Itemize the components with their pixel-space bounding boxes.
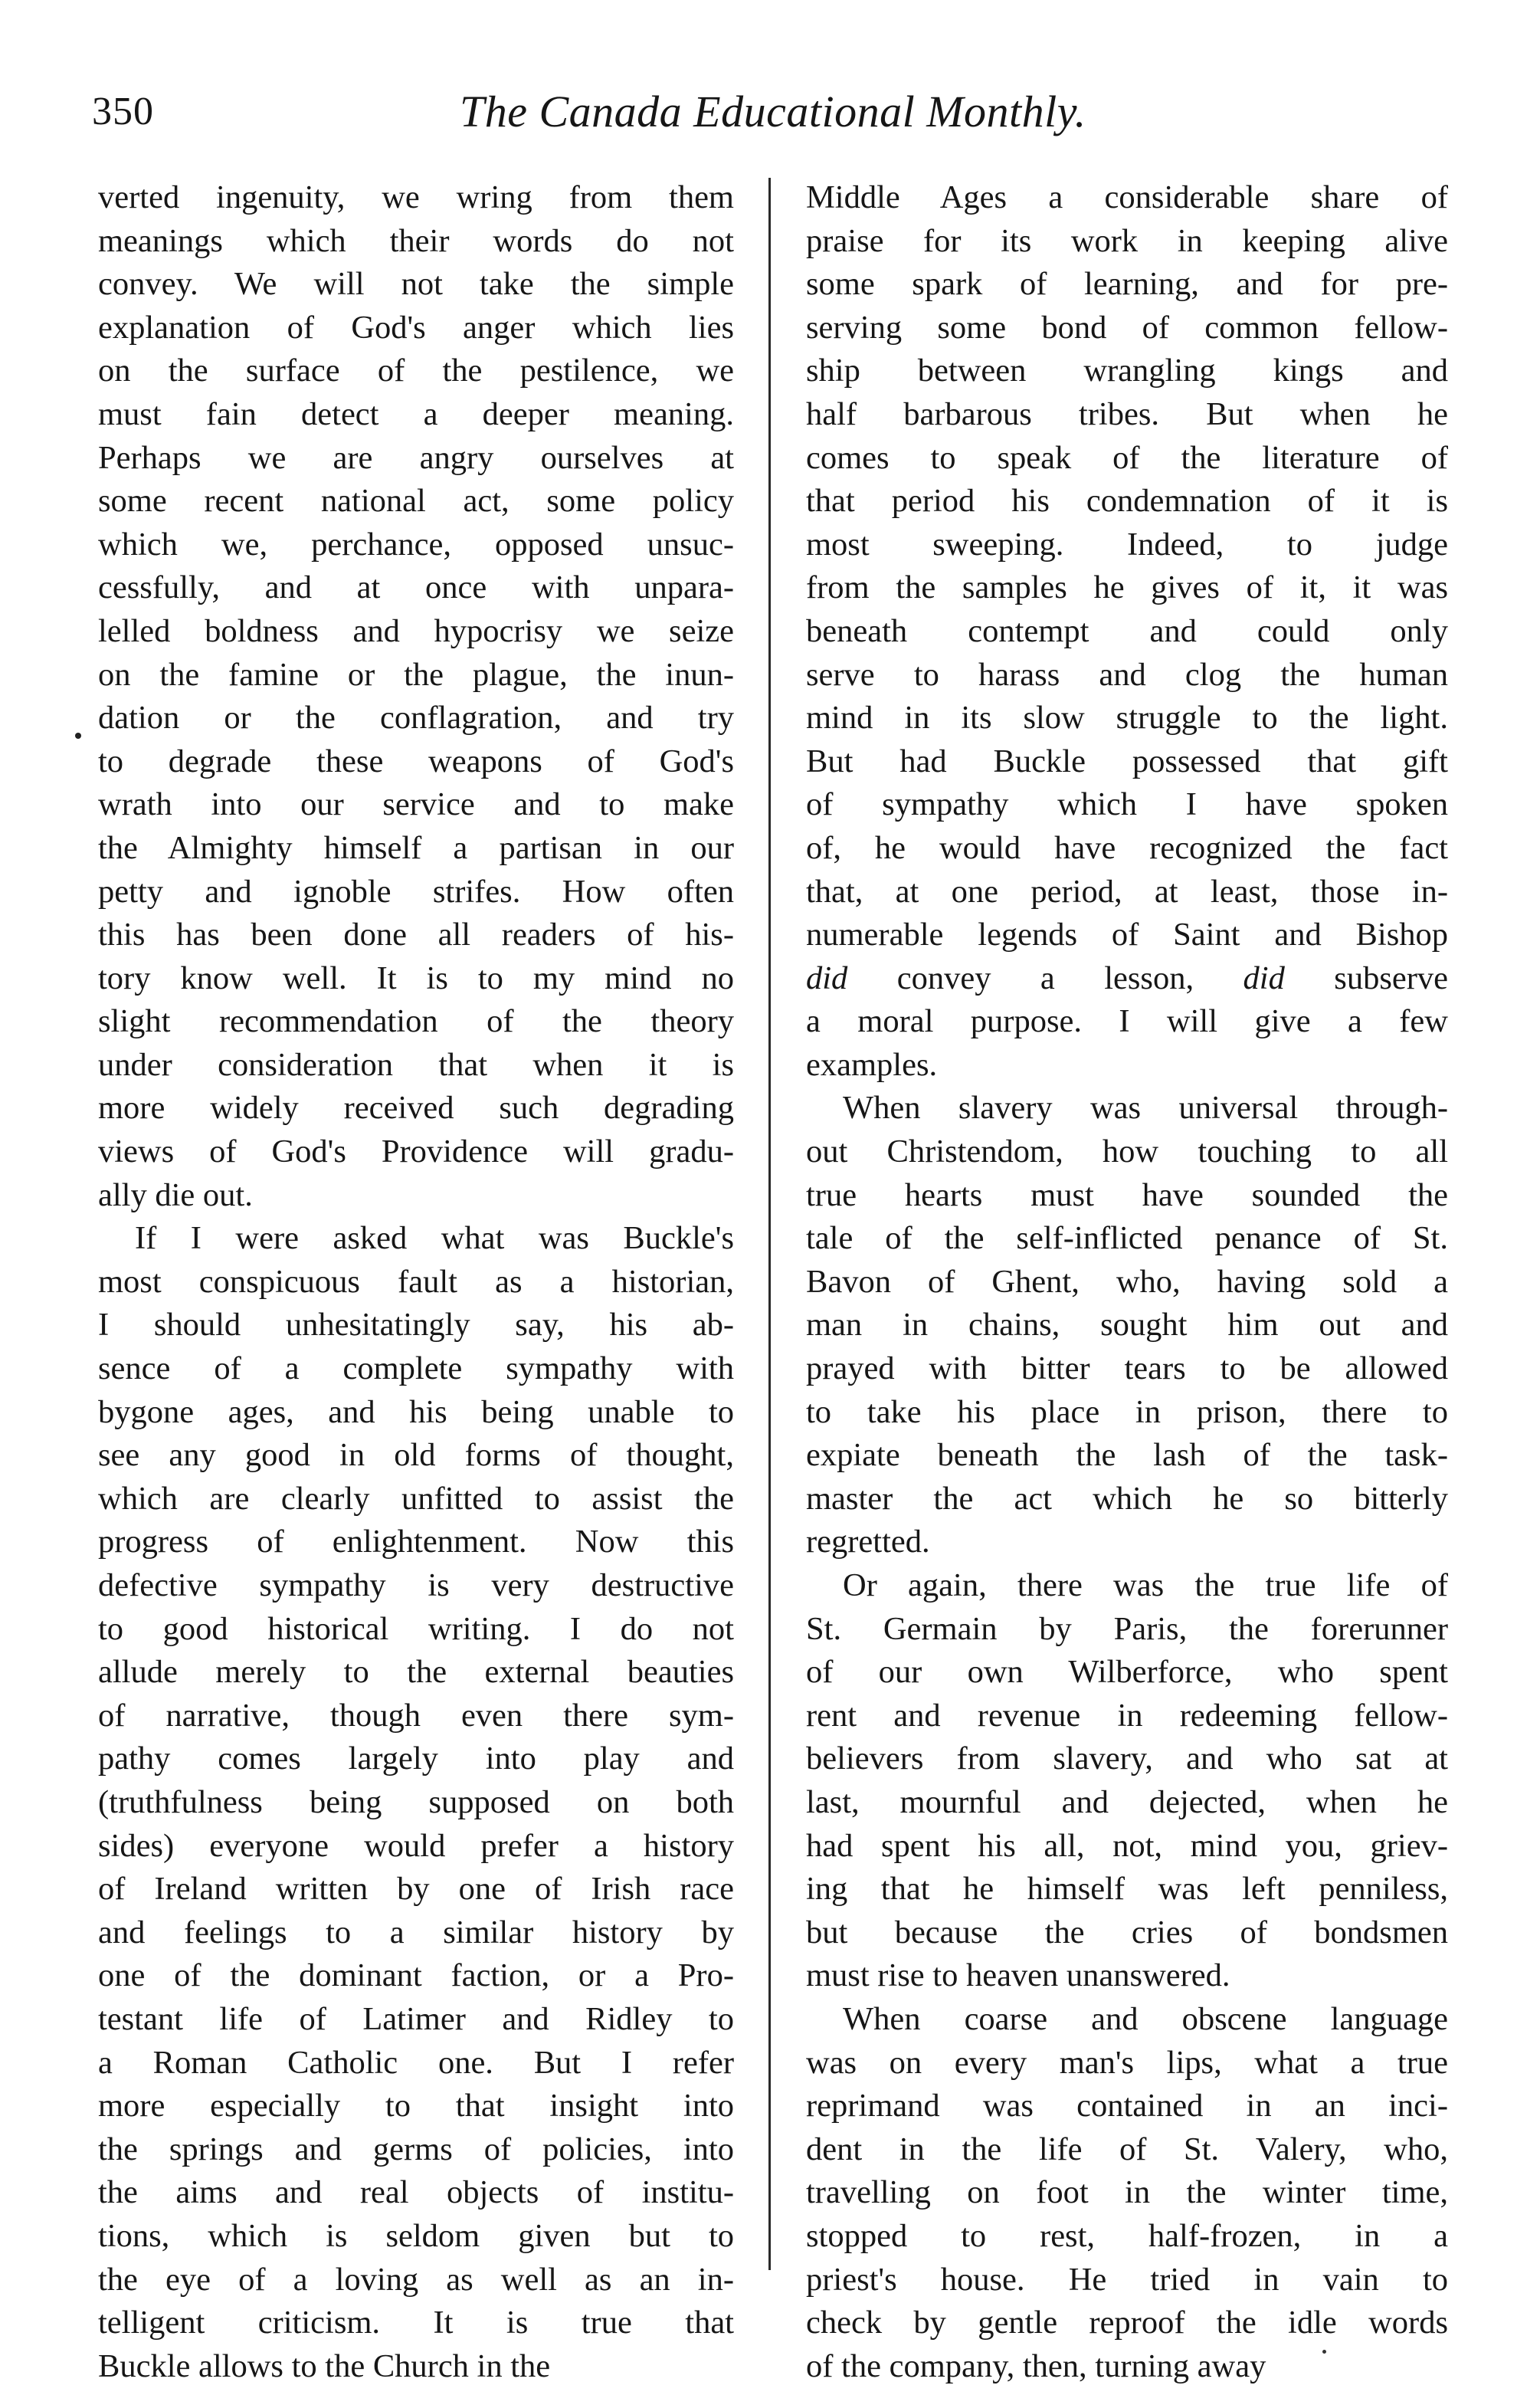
stray-mark xyxy=(75,733,81,739)
right-column xyxy=(806,176,1448,2388)
paragraph xyxy=(806,1998,1448,2388)
page-number: 350 xyxy=(92,90,154,133)
text-line: serve to harass and clog the human xyxy=(806,656,1448,693)
text-line: one of the dominant faction, or a Pro- xyxy=(98,1957,734,1994)
text-line: petty and ignoble strifes. How often xyxy=(98,873,734,910)
text-line: under consideration that when it is xyxy=(98,1046,734,1083)
text-line: must rise to heaven unanswered. xyxy=(806,1957,1230,1994)
text-line: the Almighty himself a partisan in our xyxy=(98,829,734,866)
text-line: When slavery was universal through- xyxy=(843,1090,1448,1127)
text-line: last, mournful and dejected, when he xyxy=(806,1783,1448,1820)
text-line: cessfully, and at once with unpara- xyxy=(98,569,734,606)
text-line: the springs and germs of policies, into xyxy=(98,2131,734,2167)
text-line: some recent national act, some policy xyxy=(98,483,734,520)
text-line: on the famine or the plague, the inun- xyxy=(98,656,734,693)
text-line: believers from slavery, and who sat at xyxy=(806,1740,1448,1777)
text-line: more especially to that insight into xyxy=(98,2088,734,2124)
text-line: travelling on foot in the winter time, xyxy=(806,2174,1448,2211)
text-line: But had Buckle possessed that gift xyxy=(806,743,1448,779)
text-line: of our own Wilberforce, who spent xyxy=(806,1654,1448,1691)
text-line: ing that he himself was left penniless, xyxy=(806,1871,1448,1908)
text-line: Or again, there was the true life of xyxy=(843,1567,1448,1603)
text-line: tions, which is seldom given but to xyxy=(98,2217,734,2254)
text-line: defective sympathy is very destructive xyxy=(98,1567,734,1603)
text-line: a Roman Catholic one. But I refer xyxy=(98,2044,734,2081)
text-line: out Christendom, how touching to all xyxy=(806,1134,1448,1170)
text-line: examples. xyxy=(806,1046,938,1083)
text-line: must fain detect a deeper meaning. xyxy=(98,395,734,432)
running-title: The Canada Educational Monthly. xyxy=(460,87,1086,136)
text-line: views of God's Providence will gradu- xyxy=(98,1134,734,1170)
page-header xyxy=(92,83,1486,152)
text-line: of Ireland written by one of Irish race xyxy=(98,1871,734,1908)
text-line: rent and revenue in redeeming fellow- xyxy=(806,1697,1448,1734)
text-line: I should unhesitatingly say, his ab- xyxy=(98,1307,734,1343)
paragraph xyxy=(806,1564,1448,1998)
text-line: St. Germain by Paris, the forerunner xyxy=(806,1610,1448,1647)
text-line: which are clearly unfitted to assist the xyxy=(98,1480,734,1517)
text-line: half barbarous tribes. But when he xyxy=(806,395,1448,432)
text-line: a moral purpose. I will give a few xyxy=(806,1003,1448,1040)
text-line: sides) everyone would prefer a history xyxy=(98,1827,734,1864)
text-line: from the samples he gives of it, it was xyxy=(806,569,1448,606)
text-line: tory know well. It is to my mind no xyxy=(98,960,734,996)
text-line: to degrade these weapons of God's xyxy=(98,743,734,779)
text-line: slight recommendation of the theory xyxy=(98,1003,734,1040)
text-line: but because the cries of bondsmen xyxy=(806,1914,1448,1950)
text-line: priest's house. He tried in vain to xyxy=(806,2261,1448,2298)
text-line: meanings which their words do not xyxy=(98,222,734,259)
text-line: Middle Ages a considerable share of xyxy=(806,179,1448,215)
text-line: that, at one period, at least, those in- xyxy=(806,873,1448,910)
text-line: most conspicuous fault as a historian, xyxy=(98,1263,734,1300)
text-line: lelled boldness and hypocrisy we seize xyxy=(98,612,734,649)
text-line: serving some bond of common fellow- xyxy=(806,309,1448,346)
text-line: mind in its slow struggle to the light. xyxy=(806,700,1448,737)
text-line: of narrative, though even there sym- xyxy=(98,1697,734,1734)
text-line: testant life of Latimer and Ridley to xyxy=(98,2000,734,2037)
text-line: true hearts must have sounded the xyxy=(806,1176,1448,1213)
paragraph xyxy=(806,1087,1448,1564)
text-line: tale of the self-inflicted penance of St. xyxy=(806,1220,1448,1257)
text-line: prayed with bitter tears to be allowed xyxy=(806,1350,1448,1387)
text-line: more widely received such degrading xyxy=(98,1090,734,1127)
text-line: stopped to rest, half-frozen, in a xyxy=(806,2217,1448,2254)
text-line: dent in the life of St. Valery, who, xyxy=(806,2131,1448,2167)
text-line: to good historical writing. I do not xyxy=(98,1610,734,1647)
text-line: allude merely to the external beauties xyxy=(98,1654,734,1691)
text-line: convey. We will not take the simple xyxy=(98,266,734,303)
text-line: reprimand was contained in an inci- xyxy=(806,2088,1448,2124)
text-line: which we, perchance, opposed unsuc- xyxy=(98,526,734,563)
text-line: on the surface of the pestilence, we xyxy=(98,353,734,389)
text-line: most sweeping. Indeed, to judge xyxy=(806,526,1448,563)
text-line: of, he would have recognized the fact xyxy=(806,829,1448,866)
text-line: If I were asked what was Buckle's xyxy=(135,1220,734,1257)
text-line: (truthfulness being supposed on both xyxy=(98,1783,734,1820)
column-divider xyxy=(768,178,771,2270)
text-line: numerable legends of Saint and Bishop xyxy=(806,917,1448,953)
text-line: comes to speak of the literature of xyxy=(806,439,1448,476)
text-line: Perhaps we are angry ourselves at xyxy=(98,439,734,476)
text-line: and feelings to a similar history by xyxy=(98,1914,734,1950)
text-line: check by gentle reproof the idle words xyxy=(806,2305,1448,2341)
paragraph xyxy=(98,176,734,1217)
text-line: wrath into our service and to make xyxy=(98,786,734,823)
text-line: the aims and real objects of institu- xyxy=(98,2174,734,2211)
text-line: praise for its work in keeping alive xyxy=(806,222,1448,259)
text-line: master the act which he so bitterly xyxy=(806,1480,1448,1517)
text-line xyxy=(806,957,1448,1001)
text-line: progress of enlightenment. Now this xyxy=(98,1524,734,1560)
text-line: expiate beneath the lash of the task- xyxy=(806,1437,1448,1474)
text-line: of the company, then, turning away xyxy=(806,2347,1266,2384)
text-line: explanation of God's anger which lies xyxy=(98,309,734,346)
text-line: ally die out. xyxy=(98,1176,253,1213)
text-line: was on every man's lips, what a true xyxy=(806,2044,1448,2081)
text-run: convey a lesson, xyxy=(847,960,1243,996)
text-line: Bavon of Ghent, who, having sold a xyxy=(806,1263,1448,1300)
text-line: to take his place in prison, there to xyxy=(806,1393,1448,1430)
text-line: telligent criticism. It is true that xyxy=(98,2305,734,2341)
text-line: this has been done all readers of his- xyxy=(98,917,734,953)
text-run: subserve xyxy=(1284,960,1448,996)
text-line: of sympathy which I have spoken xyxy=(806,786,1448,823)
text-line: some spark of learning, and for pre- xyxy=(806,266,1448,303)
text-line: man in chains, sought him out and xyxy=(806,1307,1448,1343)
text-line: bygone ages, and his being unable to xyxy=(98,1393,734,1430)
text-line: Buckle allows to the Church in the xyxy=(98,2347,551,2384)
italic-emphasis: did xyxy=(1243,960,1285,996)
paragraph xyxy=(806,176,1448,1087)
text-line: had spent his all, not, mind you, griev- xyxy=(806,1827,1448,1864)
left-column xyxy=(98,176,734,2388)
text-line: sence of a complete sympathy with xyxy=(98,1350,734,1387)
text-line: see any good in old forms of thought, xyxy=(98,1437,734,1474)
paragraph xyxy=(98,1217,734,2388)
text-line: the eye of a loving as well as an in- xyxy=(98,2261,734,2298)
text-line: beneath contempt and could only xyxy=(806,612,1448,649)
text-line: dation or the conflagration, and try xyxy=(98,700,734,737)
text-line: When coarse and obscene language xyxy=(843,2000,1448,2037)
text-line: verted ingenuity, we wring from them xyxy=(98,179,734,215)
text-line: regretted. xyxy=(806,1524,930,1560)
text-line: pathy comes largely into play and xyxy=(98,1740,734,1777)
text-line: ship between wrangling kings and xyxy=(806,353,1448,389)
italic-emphasis: did xyxy=(806,960,848,996)
text-line: that period his condemnation of it is xyxy=(806,483,1448,520)
